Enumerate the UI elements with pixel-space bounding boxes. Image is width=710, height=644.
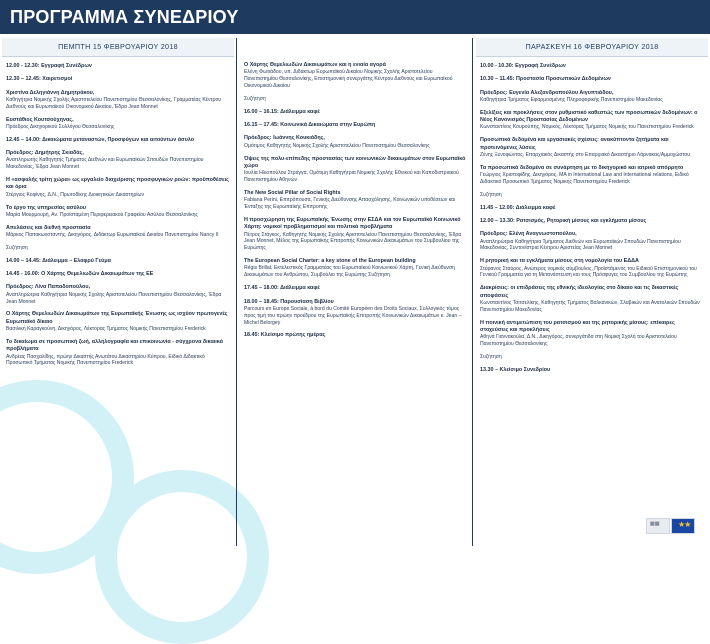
agenda-entry: [244, 299, 466, 327]
agenda-entry-title: 10.30 – 11.45: Προστασία Προσωπικών Δεδομένων: [480, 76, 611, 83]
agenda-entry: [6, 245, 230, 252]
page-title: ΠΡΟΓΡΑΜΜΑ ΣΥΝΕΔΡΙΟΥ: [10, 7, 239, 27]
agenda-entry-title: 12.45 – 14.00: Δικαιώματα μεταναστών, Προσφύγων και αιτούντων άσυλο: [6, 136, 195, 143]
agenda-entry: [480, 192, 704, 199]
agenda-entry-body: Ομότιμος Καθηγητής Νομικής Σχολής Αριστοτελείου Πανεπιστημίου Θεσσαλονίκης: [244, 142, 430, 149]
agenda-entry-body: Στέργιος Κοφίνης, Δ.Ν., Πρωτοδίκης Διοικητικών Δικαστηρίων: [6, 191, 145, 198]
agenda-entry: [244, 122, 466, 129]
agenda-entry-title: Το έργο της υπηρεσίας ασύλου: [6, 204, 86, 211]
agenda-entry-title: 18.45: Κλείσιμο πρώτης ημέρας: [244, 332, 326, 339]
agenda-entry-title: 16.15 – 17.45: Κοινωνικά Δικαιώματα στην Ευρώπη: [244, 122, 376, 129]
agenda-entry-title: The European Social Charter: a key stone of the European building: [244, 258, 416, 265]
column-divider-right: [472, 38, 473, 546]
agenda-entry-title: Η «ασφαλής τρίτη χώρα» ως εργαλείο διαχείρισης προσφυγικών ροών: προϋποθέσεις και όρια: [6, 177, 229, 191]
agenda-entry-title: Εξελίξεις και προκλήσεις στον ρυθμιστικό καθεστώς των προσωπικών δεδομένων: ο Νέος Κανονισμός Προστασίας Δεδομένων: [480, 109, 698, 124]
agenda-entry-title: Όψεις της πολυ-επίπεδης προστασίας των κοινωνικών δικαιωμάτων στον Ευρωπαϊκό χώρο: [244, 155, 466, 169]
agenda-entry-body: Πέτρος Στάγκος, Καθηγητής Νομικής Σχολής Αριστοτελείου Πανεπιστημίου Θεσσαλονίκης, Έδρα Jean Monnet, Μέλος της Ευρωπαϊκής Επιτροπής Κοινωνικών Δικαιωμάτων του Συμβουλίου της Ευρώπης: [244, 231, 462, 252]
agenda-entry-body: Ιουλία Ηλιοπούλου Στράγγα, Ομότιμη Καθηγήτρια Νομικής Σχολής Εθνικού και Καποδιστριακού Πανεπιστημίου Αθηνών: [244, 170, 459, 184]
column-divider-left: [236, 38, 237, 546]
agenda-entry-title: Ο Χάρτης Θεμελιωδών Δικαιωμάτων και η ενιαία αγορά: [244, 62, 386, 68]
agenda-entry: [6, 339, 230, 367]
agenda-entry: [480, 76, 704, 83]
agenda-entry: [480, 205, 704, 212]
agenda-entry-title: Πρόεδρος: Ευγενία Αλεξανδροπούλου Αιγυπτιάδου,: [480, 89, 614, 96]
agenda-entry-body: Συζήτηση: [6, 244, 28, 251]
agenda-entry: [6, 177, 230, 198]
agenda-entry-body: Ζένης Ξενοφώντος, Επαρχιακός Δικαστής στο Επαρχιακό Δικαστήριο Λάρνακας/Αμμοχώστου: [480, 151, 691, 158]
agenda-entry: [244, 217, 466, 252]
agenda-entry-title: Η ρητορική και τα εγκλήματα μίσους στη νομολογία του ΕΔΔΑ: [480, 258, 639, 265]
agenda-entry: [480, 90, 704, 104]
agenda-entry-title: 12.00 - 12.30: Εγγραφή Συνέδρων: [6, 63, 92, 69]
agenda-entry-title: Πρόεδρος: Λίνα Παπαδοπούλου,: [6, 284, 90, 291]
agenda-entry: [480, 63, 704, 70]
agenda-entry-title: 10.00 - 10.30: Εγγραφή Συνέδρων: [480, 63, 566, 69]
agenda-entry: [244, 332, 466, 339]
agenda-entry-body: Συζήτηση: [244, 95, 266, 102]
sponsor-logo-icon: ▦▦: [646, 518, 670, 534]
day1-heading: ΠΕΜΠΤΗ 15 ΦΕΒΡΟΥΑΡΙΟΥ 2018: [2, 38, 234, 57]
agenda-entry: [6, 205, 230, 219]
agenda-entry-body: Μαρία Μουρμουρή, Αν. Προϊσταμένη Περιφερειακού Γραφείου Ασύλου Θεσσαλονίκης: [6, 211, 198, 218]
agenda-entry-title: Πρόεδρος: Ιωάννης Κουκιάδης,: [244, 135, 325, 142]
agenda-entry-title: Τα προσωπικά δεδομένα σε συνάρτηση με το δικηγορικό και ιατρικό απόρρητο: [480, 164, 684, 171]
agenda-entry-body: Fabiana Perini, Επιτρόπουσα, Γενικής Διεύθυνσης Απασχόλησης, Κοινωνικών υποθέσεων και Ένταξης της Ευρωπαϊκής Επιτροπής: [244, 197, 456, 211]
agenda-entry: [244, 258, 466, 279]
agenda-entry-title: 14.45 - 16.00: Ο Χάρτης Θεμελιωδών Δικαιωμάτων της ΕΕ: [6, 271, 154, 278]
day1-entries: [6, 63, 230, 367]
eu-flag-icon: ★★: [671, 518, 695, 534]
agenda-entry: [480, 354, 704, 361]
agenda-entry-title: 11.45 – 12.00: Διάλειμμα καφέ: [480, 204, 556, 211]
agenda-entry: [6, 225, 230, 239]
agenda-entry-title: Χριστίνα Δεληγιάννη Δημητράκου,: [6, 89, 95, 96]
agenda-entry-body: Κωνσταντίνος Τσιτσελίκης, Καθηγητής Τμήματος Βαλκανικών, Σλαβικών και Ανατολικών Σπουδών Πανεπιστημίου Μακεδονίας: [480, 299, 700, 313]
agenda-entry-body: Γεώργιος Χριστοφίδης, Δικηγόρος, MA in International Law and International relations, Ειδικό Διδακτικό Προσωπικό Τμήματος Νομικής Πανεπιστημίου Frederick: [480, 172, 689, 185]
agenda-entry: [6, 284, 230, 305]
agenda-entry-title: Το δικαίωμα σε προσωπική ζωή, αλληλογραφία και επικοινωνία - σύγχρονα δικαιικά προβλήματα: [6, 338, 223, 353]
day2-entries: [480, 63, 704, 374]
agenda-entry-title: Ο Χάρτης Θεμελιωδών Δικαιωμάτων της Ευρωπαϊκής Ένωσης ως ισχύον πρωτογενές Ευρωπαϊκό δίκαιο: [6, 311, 228, 325]
day2-heading: ΠΑΡΑΣΚΕΥΗ 16 ΦΕΒΡΟΥΑΡΙΟΥ 2018: [476, 38, 708, 57]
agenda-entry: [6, 311, 230, 332]
agenda-entry-body: Αναπληρώτρια Καθηγήτρια Τμήματος Διεθνών και Ευρωπαϊκών Σπουδών Πανεπιστημίου Μακεδονίας, Συντονίστρια Κέντρου Αριστείας Jean Monnet: [480, 238, 681, 252]
agenda-entry-body: Συζήτηση: [480, 191, 502, 198]
agenda-entry: [480, 137, 704, 158]
agenda-entry: [480, 320, 704, 348]
agenda-entry-body: Μάρκος Παπακωνσταντής, Δικηγόρος, Διδάκτωρ Ευρωπαϊκού Δικαίου Πανεπιστημίου Nancy II: [6, 232, 219, 239]
agenda-entry-title: 14.00 – 14.45: Διάλειμμα – Ελαφρύ Γεύμα: [6, 257, 111, 264]
agenda-entry: [244, 190, 466, 211]
agenda-entry-body: Ανδρέας Πασχαλίδης, πρώην Δικαστής Ανωτάτου Δικαστηρίου Κύπρου, Ειδικό Διδακτικό Προσωπικό Τμήματος Νομικής Πανεπιστημίου Frederick: [6, 353, 205, 367]
agenda-entry: [6, 76, 230, 83]
agenda-entry: [6, 258, 230, 265]
agenda-entry-body: Parcours en Europe Sociale, à bord du Comité Européen des Droits Sociaux, Συλλογικός τόμος προς τιμή του πρώην προέδρου της Ευρωπαϊκής Επιτροπής Κοινωνικών Δικαιωμάτων κ. Jean –Michel Belorgey: [244, 305, 462, 326]
agenda-entry-title: 16.00 – 16.15: Διάλειμμα καφέ: [244, 108, 320, 115]
day1-continued-column: [240, 38, 470, 546]
agenda-entry-body: Στέφανος Σταύρος, Ανώτερος νομικός σύμβουλος, Προϊστάμενος του Ειδικού Επιστημονικού του Γενικού Γραμματέα για τη Μετανάστευση και τους Πρόσφυγες του Συμβουλίου της Ευρώπης: [480, 265, 697, 279]
agenda-entry: [244, 135, 466, 149]
agenda-entry-title: 12.30 – 12.45: Χαιρετισμοί: [6, 76, 73, 83]
agenda-entry: [480, 110, 704, 131]
agenda-entry: [480, 258, 704, 279]
agenda-entry-body: Αναπληρωτής Καθηγητής Τμήματος Διεθνών και Ευρωπαϊκών Σπουδών Πανεπιστημίου Μακεδονίας, Έδρα Jean Monnet: [6, 157, 204, 171]
page-header: [0, 0, 710, 34]
agenda-entry-body: Κωνσταντίνος Κουρούπης, Νομικός, Λέκτορας Τμήματος Νομικής του Πανεπιστημίου Frederick: [480, 124, 694, 131]
agenda-entry: [244, 109, 466, 116]
agenda-entry: [480, 285, 704, 313]
day1-column: [2, 38, 234, 546]
agenda-entry-title: Απελάσεις και διεθνή προστασία: [6, 224, 91, 231]
agenda-entry-title: 13.30 – Κλείσιμο Συνεδρίου: [480, 366, 551, 373]
agenda-entry: [6, 63, 230, 70]
agenda-entry: [480, 218, 704, 225]
agenda-entry: [6, 271, 230, 278]
agenda-entry-title: 17.45 – 18.00: Διάλειμμα καφέ: [244, 285, 320, 292]
day2-column: [476, 38, 708, 546]
agenda-entry: [244, 156, 466, 184]
agenda-entry: [244, 96, 466, 103]
agenda-entry-title: Η ποινική αντιμετώπιση του ρατσισμού και της ρητορικής μίσους: επίκαιρες στοχεύσεις και προκλήσεις: [480, 319, 675, 333]
agenda-entry: [480, 165, 704, 186]
day1-continued-spacer: [244, 38, 466, 62]
agenda-entry-title: Πρόεδρος: Ελένη Αναγνωστοπούλου,: [480, 231, 577, 238]
agenda-entry-title: The New Social Pillar of Social Rights: [244, 189, 341, 196]
agenda-entry-body: Βασιλική Καραγκούνη, Δικηγόρος, Λέκτορας Τμήματος Νομικής Πανεπιστημίου Frederick: [6, 326, 206, 333]
agenda-entry-body: Ελένη Φωτιάδου, υπ. Διδάκτωρ Ευρωπαϊκού Δικαίου Νομικής Σχολής Αριστοτελείου Πανεπιστημίου Θεσσαλονίκης, Επιστημονική συνεργάτης Κέντρου Διεθνούς και Ευρωπαϊκού Οικονομικού Δικαίου: [244, 69, 453, 90]
agenda-entry: [6, 117, 230, 131]
agenda-entry-title: Η προσχώρηση της Ευρωπαϊκής Ένωσης στην ΕΣΔΑ και τον Ευρωπαϊκό Κοινωνικό Χάρτη: νομικοί προβληματισμοί και πολιτικά προβλήματα: [244, 216, 461, 231]
agenda-entry-body: Καθηγήτρια Νομικής Σχολής Αριστοτελείου Πανεπιστημίου Θεσσαλονίκης, Γραμματέας Κέντρου Διεθνούς και Ευρωπαϊκού Οικονομικού Δικαίου, Έδρα Jean Monnet: [6, 96, 222, 110]
agenda-entry: [6, 137, 230, 144]
agenda-entry-title: 18.00 – 18.45: Παρουσίαση Βιβλίου: [244, 298, 334, 305]
agenda-entry-title: Ευστάθιος Κουτσούχηνας,: [6, 116, 74, 123]
agenda-entry-body: Régis Brillat, Εκτελεστικός Γραμματέας του Ευρωπαϊκού Κοινωνικού Χάρτη, Γενική Διεύθυνση Δικαιωμάτων του Ανθρώπου, Συμβούλιο της Ευρώπης Συζήτηση: [244, 265, 455, 279]
agenda-entry: [480, 231, 704, 252]
agenda-entry: [6, 150, 230, 171]
agenda-entry-title: Πρόεδρος: Δημήτρης Σκιαδάς,: [6, 150, 84, 157]
agenda-entry: [244, 285, 466, 292]
agenda-entry-body: Αθηνά Γιαννακούλα, Δ.Ν., Δικηγόρος, συνεργάτιδα στη Νομική Σχολή του Αριστοτελείου Πανεπιστημίου Θεσσαλονίκης: [480, 334, 677, 348]
agenda-entry-title: Διακρίσεις: οι επιδράσεις της εθνικής ιδεολογίας στο δίκαιο και τις δικαστικές αποφάσεις: [480, 285, 679, 299]
agenda-entry-title: 12.00 – 13.30: Ρατσισμός, Ρητορική μίσους και εγκλήματα μίσους: [480, 217, 647, 224]
agenda-entry-title: Προσωπικά δεδομένα και εργασιακές σχέσεις: ανακύπτοντα ζητήματα και προτεινόμενες λύσεις: [480, 137, 669, 151]
day1-continued-entries: [244, 62, 466, 340]
agenda-entry: [244, 62, 466, 90]
agenda-entry-body: Καθηγήτρια Τμήματος Εφαρμοσμένης Πληροφορικής Πανεπιστημίου Μακεδονίας: [480, 96, 663, 103]
agenda-entry: [6, 90, 230, 111]
agenda-entry-body: Αναπληρώτρια Καθηγήτρια Νομικής Σχολής Αριστοτελείου Πανεπιστημίου Θεσσαλονίκης, Έδρα Jean Monnet: [6, 291, 222, 305]
agenda-entry-body: Πρόεδρος Δικηγορικού Συλλόγου Θεσσαλονίκης: [6, 123, 115, 130]
agenda-entry-body: Συζήτηση: [480, 354, 502, 360]
agenda-entry: [480, 367, 704, 374]
